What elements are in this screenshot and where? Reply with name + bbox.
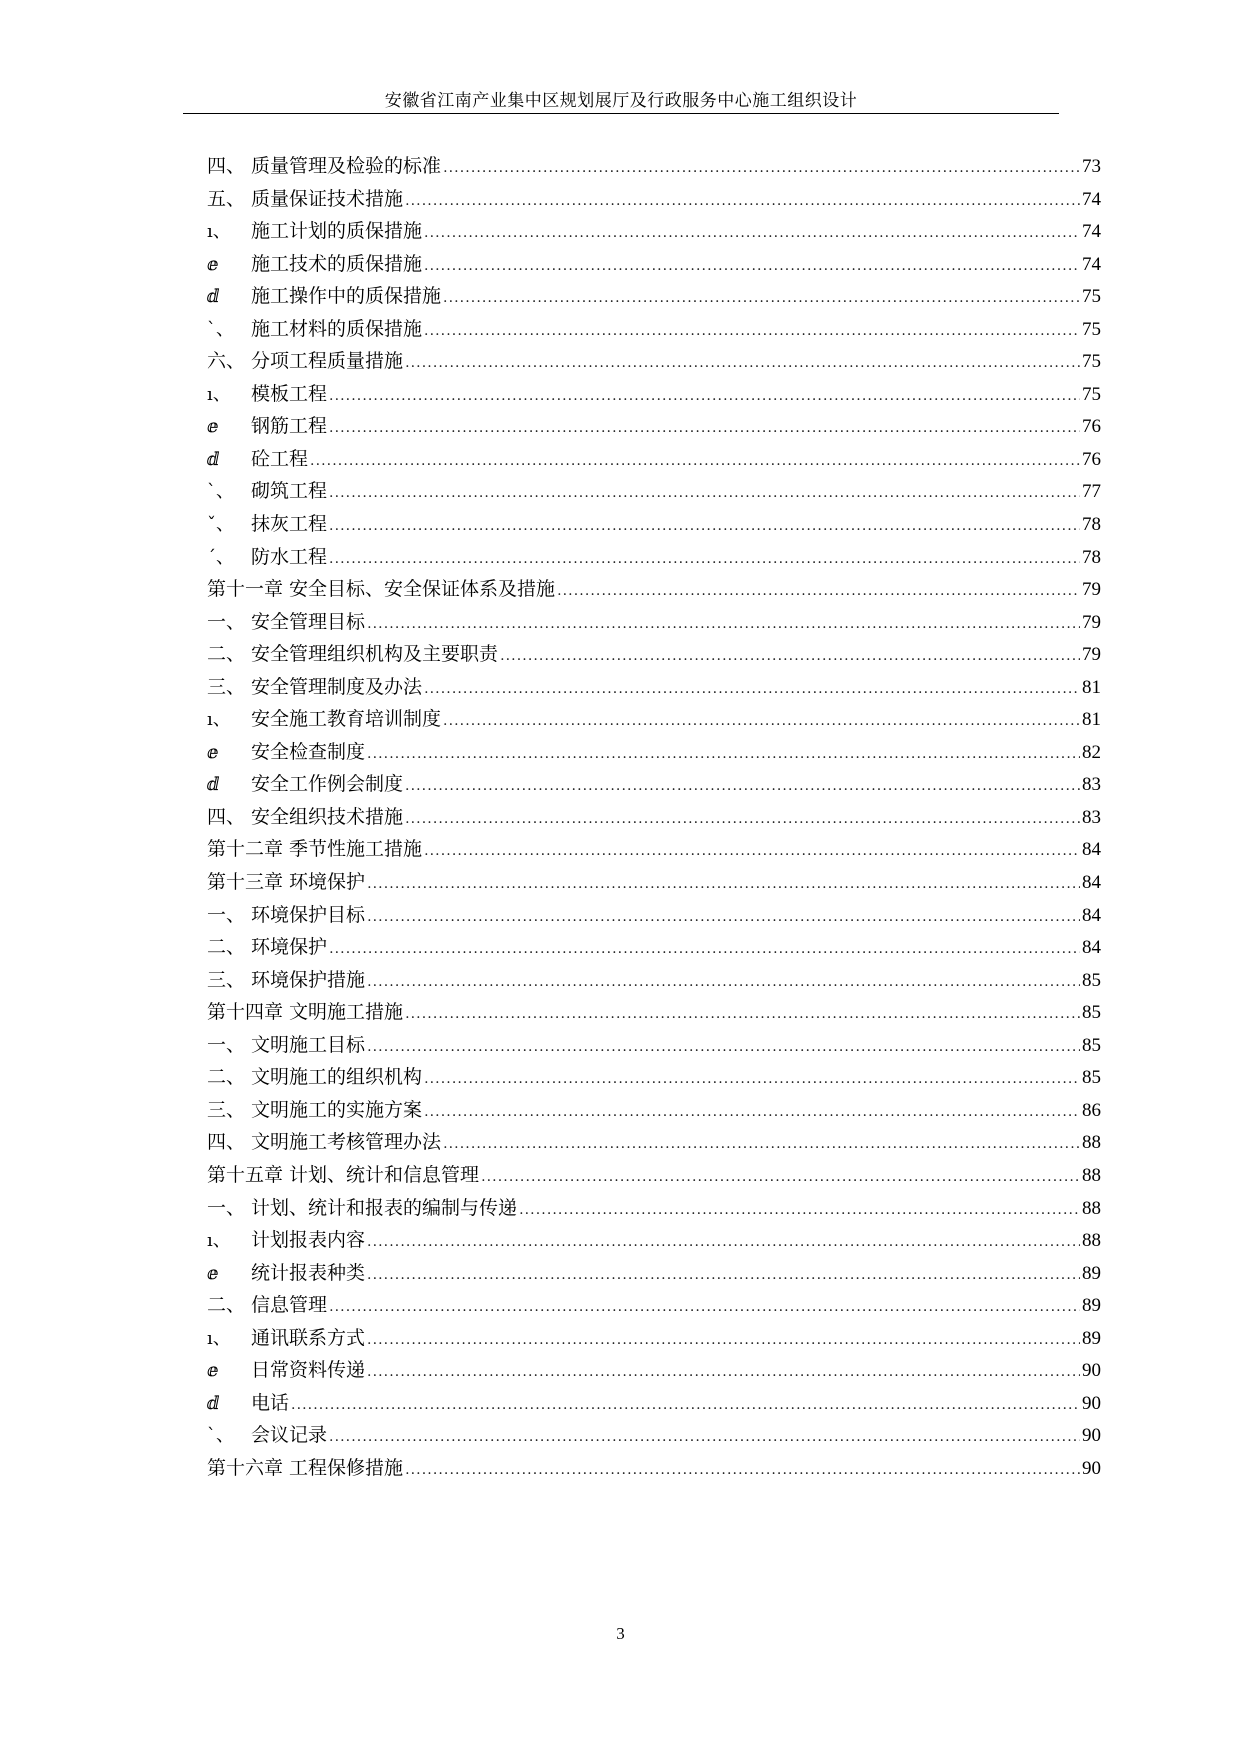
toc-entry-marker: ⅆ [207,1392,220,1414]
toc-entry-marker: ı、 [207,709,231,731]
toc-dot-leader [424,250,1080,283]
toc-entry-marker: ˊ、 [207,546,234,568]
toc-entry[interactable] [207,671,1101,704]
toc-entry[interactable] [207,1257,1101,1290]
toc-entry-page: 90 [1082,1425,1101,1447]
toc-entry-page: 76 [1082,416,1101,438]
toc-entry-marker: ı、 [207,1327,231,1349]
toc-entry-title: 施工材料的质保措施 [251,317,423,340]
toc-entry-marker: ˋ、 [207,481,234,503]
toc-dot-leader [329,933,1080,966]
toc-entry-page: 82 [1082,741,1101,763]
toc-dot-leader [405,185,1080,218]
toc-dot-leader [367,1324,1080,1357]
toc-entry-title: 文明施工考核管理办法 [251,1131,442,1154]
toc-entry-title: 钢筋工程 [251,415,328,438]
toc-entry-marker: 三、 [207,1098,252,1121]
toc-entry-marker: ˋ、 [207,318,234,340]
toc-entry-marker: ⅆ [207,448,220,470]
toc-entry-marker: ⅆ [207,774,220,796]
toc-entry-marker: 第十五章 [207,1163,290,1186]
toc-dot-leader [367,1259,1080,1292]
toc-entry-marker: 三、 [207,675,252,698]
toc-dot-leader [367,901,1080,934]
toc-entry-title: 通讯联系方式 [251,1326,366,1349]
toc-dot-leader [367,608,1080,641]
toc-dot-leader [405,347,1080,380]
toc-entry-title: 模板工程 [251,382,328,405]
toc-entry-marker: ˇ、 [207,514,234,536]
toc-entry-title: 施工计划的质保措施 [251,220,423,243]
toc-dot-leader [405,1454,1080,1487]
toc-entry-marker: ⅇ [207,253,219,275]
toc-dot-leader [424,1063,1080,1096]
toc-entry-page: 81 [1082,709,1101,731]
toc-entry-page: 83 [1082,774,1101,796]
toc-dot-leader [310,445,1080,478]
toc-entry-marker: 二、 [207,936,252,959]
toc-entry[interactable] [207,1419,1101,1452]
toc-entry[interactable] [207,1192,1101,1225]
toc-entry-marker: ⅇ [207,1262,219,1284]
toc-entry-marker: ı、 [207,1230,231,1252]
toc-dot-leader [424,835,1080,868]
toc-entry-marker: 四、 [207,1131,252,1154]
toc-entry[interactable] [207,1224,1101,1257]
toc-entry-page: 84 [1082,839,1101,861]
toc-entry[interactable] [207,931,1101,964]
toc-entry[interactable] [207,541,1101,574]
toc-dot-leader [557,575,1080,608]
toc-entry[interactable] [207,1387,1101,1420]
toc-entry-title: 施工技术的质保措施 [251,252,423,275]
toc-entry-title: 安全组织技术措施 [251,805,404,828]
toc-dot-leader [367,1031,1080,1064]
toc-entry-title: 工程保修措施 [289,1456,404,1479]
toc-entry-marker: 一、 [207,610,252,633]
toc-entry[interactable] [207,248,1101,281]
toc-entry-page: 74 [1082,188,1101,210]
toc-entry-page: 84 [1082,904,1101,926]
toc-entry-marker: ⅇ [207,416,219,438]
toc-entry[interactable] [207,345,1101,378]
toc-dot-leader [424,673,1080,706]
toc-entry-title: 计划报表内容 [251,1229,366,1252]
toc-entry[interactable] [207,1126,1101,1159]
toc-entry-marker: 第十六章 [207,1456,290,1479]
toc-entry-marker: 第十三章 [207,871,290,894]
toc-entry-page: 75 [1082,286,1101,308]
toc-dot-leader [329,380,1080,413]
toc-entry-marker: 二、 [207,1066,252,1089]
toc-entry[interactable] [207,1094,1101,1127]
toc-entry[interactable] [207,215,1101,248]
toc-dot-leader [329,477,1080,510]
toc-entry[interactable] [207,606,1101,639]
toc-entry[interactable] [207,443,1101,476]
toc-entry-title: 计划、统计和报表的编制与传递 [251,1196,518,1219]
toc-entry-page: 79 [1082,611,1101,633]
toc-dot-leader [329,510,1080,543]
toc-entry-marker: ˋ、 [207,1425,234,1447]
toc-entry-page: 84 [1082,872,1101,894]
toc-dot-leader [367,966,1080,999]
toc-dot-leader [424,315,1080,348]
toc-entry[interactable] [207,1159,1101,1192]
toc-entry[interactable] [207,280,1101,313]
toc-entry-page: 88 [1082,1132,1101,1154]
toc-entry-page: 78 [1082,546,1101,568]
toc-dot-leader [443,282,1080,315]
toc-entry-page: 89 [1082,1327,1101,1349]
toc-dot-leader [443,1128,1080,1161]
toc-entry-title: 环境保护 [251,936,328,959]
toc-entry[interactable] [207,183,1101,216]
header-divider [183,113,1059,114]
toc-entry-marker: 一、 [207,903,252,926]
toc-entry[interactable] [207,1029,1101,1062]
toc-entry-marker: ⅆ [207,286,220,308]
toc-entry-marker: ı、 [207,383,231,405]
toc-entry-page: 83 [1082,806,1101,828]
toc-entry-page: 89 [1082,1295,1101,1317]
toc-entry-title: 环境保护措施 [251,968,366,991]
toc-entry-marker: 二、 [207,643,252,666]
toc-entry[interactable] [207,150,1101,183]
toc-entry-title: 砼工程 [251,447,309,470]
toc-entry-page: 75 [1082,351,1101,373]
toc-entry[interactable] [207,1452,1101,1485]
toc-entry-page: 73 [1082,156,1101,177]
toc-entry-marker: ı、 [207,221,231,243]
toc-entry-page: 85 [1082,969,1101,991]
toc-entry-title: 文明施工措施 [289,1001,404,1024]
toc-entry-title: 抹灰工程 [251,513,328,536]
toc-entry-page: 88 [1082,1197,1101,1219]
table-of-contents [207,150,1101,1484]
toc-entry-marker: ⅇ [207,741,219,763]
toc-entry[interactable] [207,768,1101,801]
toc-entry-page: 74 [1082,221,1101,243]
toc-entry-title: 安全目标、安全保证体系及措施 [289,578,556,601]
toc-dot-leader [329,1291,1080,1324]
toc-entry-title: 防水工程 [251,545,328,568]
toc-entry-page: 85 [1082,1002,1101,1024]
toc-entry-title: 文明施工目标 [251,1033,366,1056]
toc-entry-page: 79 [1082,644,1101,666]
toc-dot-leader [443,152,1080,185]
toc-entry-page: 74 [1082,253,1101,275]
toc-dot-leader [329,412,1080,445]
toc-entry-marker: 第十二章 [207,838,290,861]
toc-dot-leader [500,640,1080,673]
toc-entry-title: 施工操作中的质保措施 [251,285,442,308]
toc-entry-page: 86 [1082,1099,1101,1121]
toc-entry-title: 日常资料传递 [251,1359,366,1382]
toc-entry[interactable] [207,866,1101,899]
toc-entry[interactable] [207,964,1101,997]
toc-entry-marker: 一、 [207,1033,252,1056]
toc-entry[interactable] [207,703,1101,736]
toc-entry-page: 90 [1082,1457,1101,1479]
toc-dot-leader [291,1389,1080,1422]
toc-entry-title: 砌筑工程 [251,480,328,503]
toc-entry[interactable] [207,573,1101,606]
toc-entry-title: 电话 [251,1391,290,1414]
toc-dot-leader [424,1096,1080,1129]
toc-entry[interactable] [207,736,1101,769]
toc-dot-leader [367,738,1080,771]
toc-entry-title: 季节性施工措施 [289,838,423,861]
toc-dot-leader [329,543,1080,576]
toc-entry[interactable] [207,833,1101,866]
toc-entry-title: 质量管理及检验的标准 [251,155,442,177]
toc-entry-title: 环境保护 [289,871,366,894]
toc-entry-page: 81 [1082,676,1101,698]
toc-entry-title: 分项工程质量措施 [251,350,404,373]
toc-entry-page: 90 [1082,1392,1101,1414]
toc-entry-marker: 六、 [207,350,252,373]
toc-dot-leader [367,1226,1080,1259]
toc-entry-title: 文明施工的组织机构 [251,1066,423,1089]
toc-entry-title: 统计报表种类 [251,1261,366,1284]
toc-entry-marker: 四、 [207,155,252,177]
toc-entry[interactable] [207,801,1101,834]
toc-dot-leader [367,868,1080,901]
toc-entry-title: 文明施工的实施方案 [251,1098,423,1121]
toc-entry-page: 90 [1082,1360,1101,1382]
toc-entry-title: 环境保护目标 [251,903,366,926]
toc-entry[interactable] [207,638,1101,671]
toc-entry-marker: 四、 [207,805,252,828]
toc-entry[interactable] [207,1354,1101,1387]
toc-entry-title: 计划、统计和信息管理 [289,1163,480,1186]
toc-entry[interactable] [207,1322,1101,1355]
toc-entry[interactable] [207,899,1101,932]
toc-entry-title: 安全施工教育培训制度 [251,708,442,731]
toc-dot-leader [405,803,1080,836]
toc-entry-page: 88 [1082,1164,1101,1186]
toc-dot-leader [367,1356,1080,1389]
toc-entry-marker: 第十四章 [207,1001,290,1024]
toc-entry-title: 安全管理制度及办法 [251,675,423,698]
toc-dot-leader [329,1421,1080,1454]
toc-dot-leader [424,217,1080,250]
toc-entry-page: 84 [1082,937,1101,959]
toc-entry-marker: 五、 [207,187,252,210]
toc-entry-title: 安全工作例会制度 [251,773,404,796]
document-title: 安徽省江南产业集中区规划展厅及行政服务中心施工组织设计 [384,91,858,111]
toc-entry[interactable] [207,475,1101,508]
toc-entry-page: 78 [1082,514,1101,536]
toc-entry-marker: 第十一章 [207,578,290,601]
toc-entry-page: 85 [1082,1067,1101,1089]
page-number: 3 [616,1624,625,1643]
toc-entry-marker: 三、 [207,968,252,991]
toc-dot-leader [405,998,1080,1031]
toc-entry-page: 76 [1082,448,1101,470]
toc-entry-title: 安全管理组织机构及主要职责 [251,643,499,666]
toc-entry-page: 77 [1082,481,1101,503]
toc-entry-marker: ⅇ [207,1360,219,1382]
toc-entry-title: 安全管理目标 [251,610,366,633]
toc-entry-title: 质量保证技术措施 [251,187,404,210]
toc-entry-title: 信息管理 [251,1294,328,1317]
toc-dot-leader [519,1194,1080,1227]
toc-entry-page: 88 [1082,1230,1101,1252]
toc-entry-title: 安全检查制度 [251,740,366,763]
toc-entry-page: 89 [1082,1262,1101,1284]
toc-dot-leader [443,705,1080,738]
toc-entry[interactable] [207,1061,1101,1094]
toc-entry-marker: 一、 [207,1196,252,1219]
toc-entry[interactable] [207,996,1101,1029]
toc-entry-marker: 二、 [207,1294,252,1317]
toc-dot-leader [481,1161,1080,1194]
toc-entry-page: 75 [1082,383,1101,405]
toc-entry[interactable] [207,378,1101,411]
toc-entry-page: 79 [1082,579,1101,601]
toc-entry[interactable] [207,313,1101,346]
toc-entry[interactable] [207,410,1101,443]
toc-entry[interactable] [207,508,1101,541]
toc-dot-leader [405,770,1080,803]
toc-entry-title: 会议记录 [251,1424,328,1447]
toc-entry-page: 75 [1082,318,1101,340]
toc-entry-page: 85 [1082,1034,1101,1056]
toc-entry[interactable] [207,1289,1101,1322]
